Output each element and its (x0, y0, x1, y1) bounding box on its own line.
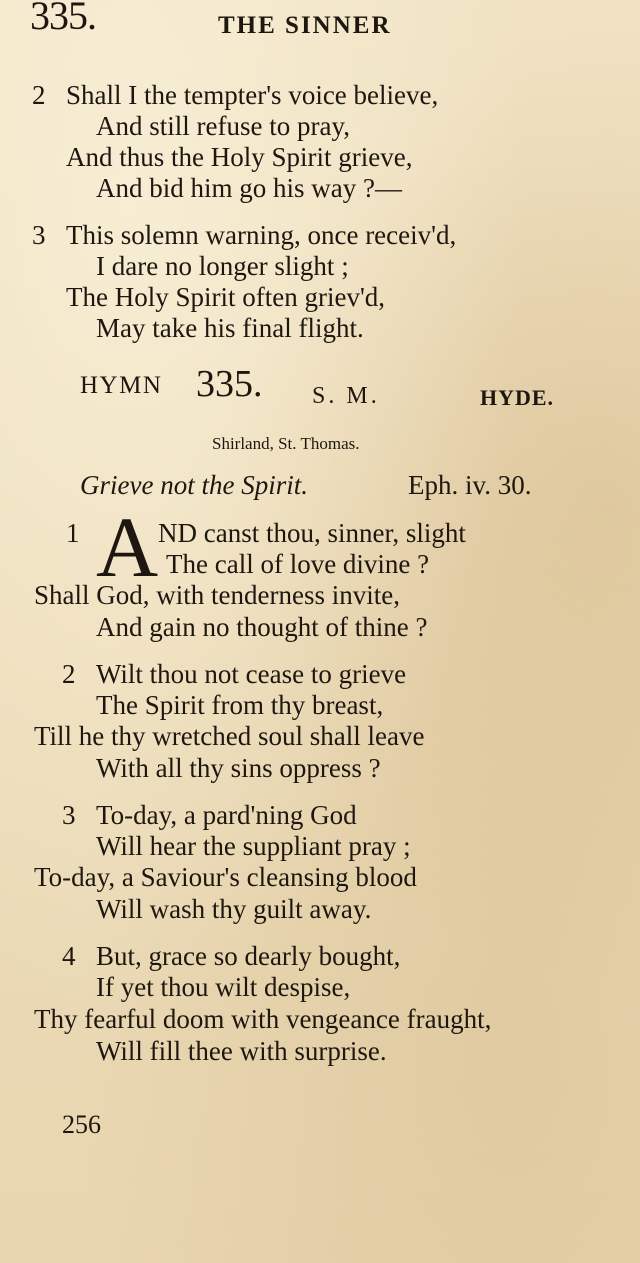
verse-line: And still refuse to pray, (96, 111, 350, 141)
drop-cap: A (96, 499, 159, 595)
running-header-hymn-number: 335. (30, 0, 96, 38)
verse-line: The call of love divine ? (166, 549, 430, 579)
verse-line: Will hear the suppliant pray ; (96, 831, 411, 861)
verse-line: May take his final flight. (96, 313, 364, 343)
verse-line: The Spirit from thy breast, (96, 690, 384, 720)
verse-line: This solemn warning, once receiv'd, (66, 220, 457, 250)
verse-line: ND canst thou, sinner, slight (158, 518, 466, 548)
verse-line: Shall I the tempter's voice believe, (66, 80, 439, 110)
verse-line: And gain no thought of thine ? (96, 612, 428, 642)
stanza-number: 2 (62, 659, 76, 689)
hymn-subject: Grieve not the Spirit. (80, 470, 308, 500)
verse-line: If yet thou wilt despise, (96, 972, 351, 1002)
verse-line: With all thy sins oppress ? (96, 753, 381, 783)
verse-line: Thy fearful doom with vengeance fraught, (34, 1004, 492, 1034)
running-header-title: THE SINNER (218, 12, 392, 39)
verse-line: Shall God, with tenderness invite, (34, 580, 400, 610)
page-number: 256 (62, 1110, 101, 1139)
stanza-number: 2 (32, 80, 46, 110)
alternate-tunes: Shirland, St. Thomas. (212, 434, 360, 453)
verse-line: Till he thy wretched soul shall leave (34, 721, 425, 751)
stanza-number: 3 (62, 800, 76, 830)
scripture-reference: Eph. iv. 30. (408, 470, 532, 500)
stanza-number: 4 (62, 941, 76, 971)
verse-line: Will wash thy guilt away. (96, 894, 372, 924)
stanza-number: 1 (66, 518, 80, 548)
verse-line: Wilt thou not cease to grieve (96, 659, 407, 689)
hymn-meter: S. M. (312, 383, 380, 409)
hymn-label: HYMN (80, 372, 163, 399)
verse-line: And bid him go his way ?— (96, 173, 402, 203)
verse-line: And thus the Holy Spirit grieve, (66, 142, 413, 172)
hymn-tune: HYDE. (480, 385, 555, 410)
verse-line: I dare no longer slight ; (96, 251, 349, 281)
verse-line: To-day, a pard'ning God (96, 800, 357, 830)
verse-line: But, grace so dearly bought, (96, 941, 401, 971)
verse-line: To-day, a Saviour's cleansing blood (34, 862, 417, 892)
stanza-number: 3 (32, 220, 46, 250)
hymn-number: 335. (196, 363, 263, 405)
verse-line: The Holy Spirit often griev'd, (66, 282, 386, 312)
verse-line: Will fill thee with surprise. (96, 1036, 387, 1066)
